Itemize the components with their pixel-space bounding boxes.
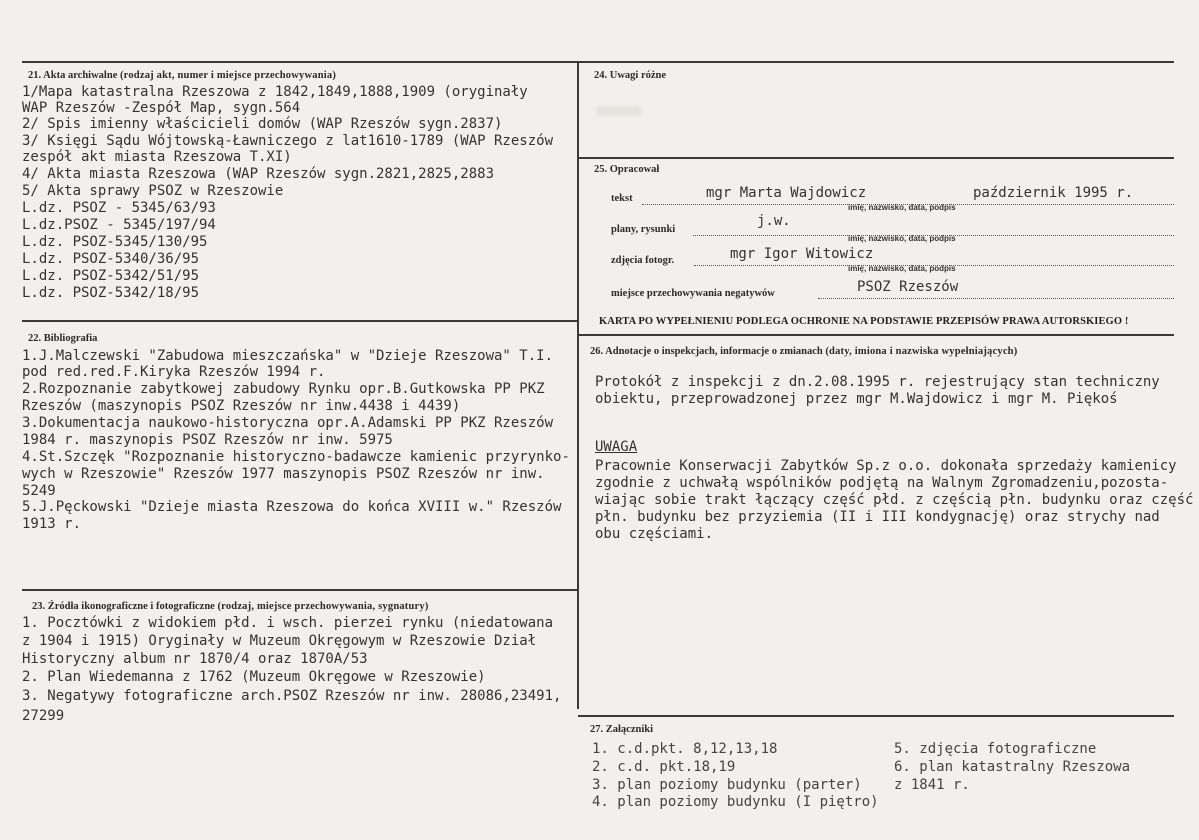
- iconography-line: Historyczny album nr 1870/4 oraz 1870A/53: [22, 651, 368, 667]
- bibliography-line: 5.J.Pęckowski "Dzieje miasta Rzeszowa do końca XVIII w." Rzeszów: [22, 499, 562, 515]
- bibliography-line: 4.St.Szczęk "Rozpoznanie historyczno-badawcze kamienic przyrynko-: [22, 449, 570, 465]
- tekst-date: październik 1995 r.: [973, 185, 1134, 201]
- section-23-subtitle: (rodzaj, miejsce przechowywania, sygnatury): [217, 601, 429, 612]
- divider-26-27: [578, 715, 1174, 717]
- archival-line: L.dz. PSOZ - 5345/63/93: [22, 200, 216, 216]
- zdjecia-value: mgr Igor Witowicz: [730, 246, 874, 262]
- tekst-label: tekst: [611, 193, 633, 204]
- archival-line: L.dz. PSOZ-5340/36/95: [22, 251, 200, 267]
- inspection-line: Protokół z inspekcji z dn.2.08.1995 r. rejestrujący stan techniczny: [595, 374, 1160, 390]
- section-27-number: 27.: [590, 724, 604, 735]
- section-24-title: Uwagi różne: [609, 70, 667, 81]
- attachment-item: 6. plan katastralny Rzeszowa: [894, 759, 1131, 775]
- section-21-title: Akta archiwalne: [43, 70, 118, 81]
- attachment-item: 2. c.d. pkt.18,19: [592, 759, 736, 775]
- uwaga-line: płn. budynku bez przyziemia (II i III kondygnację) oraz strychy nad: [595, 509, 1160, 525]
- bibliography-line: wych w Rzeszowie" Rzeszów 1977 maszynopis PSOZ Rzeszów nr inw.: [22, 466, 545, 482]
- archival-line: 4/ Akta miasta Rzeszowa (WAP Rzeszów sygn.2821,2825,2883: [22, 166, 495, 182]
- section-23-number: 23.: [32, 601, 46, 612]
- archival-line: L.dz. PSOZ-5342/51/95: [22, 268, 200, 284]
- section-23-header: [32, 601, 429, 612]
- section-21-subtitle: (rodzaj akt, numer i miejsce przechowywania): [119, 70, 337, 81]
- redacted-smudge: [596, 106, 642, 116]
- bibliography-line: Rzeszów (maszynopis PSOZ Rzeszów nr inw.4438 i 4439): [22, 398, 461, 414]
- section-26-number: 26.: [590, 346, 604, 357]
- section-21-header: [28, 70, 336, 81]
- bibliography-line: 1.J.Malczewski "Zabudowa mieszczańska" w "Dzieje Rzeszowa" T.I.: [22, 348, 554, 364]
- section-24-number: 24.: [594, 70, 608, 81]
- attachment-item: z 1841 r.: [894, 777, 970, 793]
- archival-line: WAP Rzeszów -Zespół Map, sygn.564: [22, 100, 301, 116]
- archival-line: 5/ Akta sprawy PSOZ w Rzeszowie: [22, 183, 284, 199]
- negatywy-value: PSOZ Rzeszów: [857, 279, 959, 295]
- zdjecia-label: zdjęcia fotogr.: [611, 255, 675, 266]
- archival-line: 1/Mapa katastralna Rzeszowa z 1842,1849,1888,1909 (oryginały: [22, 84, 528, 100]
- uwaga-line: zgodnie z uchwałą wspólników podjętą na Walnym Zgromadzeniu,pozosta-: [595, 475, 1169, 491]
- tekst-hint: imię, nazwisko, data, podpis: [848, 203, 956, 212]
- divider-22-23: [22, 589, 578, 591]
- section-22-number: 22.: [28, 333, 42, 344]
- bibliography-line: 2.Rozpoznanie zabytkowej zabudowy Rynku opr.B.Gutkowska PP PKZ: [22, 381, 545, 397]
- attachment-item: 5. zdjęcia fotograficzne: [894, 741, 1097, 757]
- divider-21-22: [22, 320, 578, 322]
- section-27-header: [590, 724, 653, 735]
- section-22-title: Bibliografia: [43, 333, 98, 344]
- divider-25-26: [578, 334, 1174, 336]
- archival-line: zespół akt miasta Rzeszowa T.XI): [22, 149, 292, 165]
- iconography-line: z 1904 i 1915) Oryginały w Muzeum Okręgowym w Rzeszowie Dział: [22, 633, 537, 649]
- copyright-notice: KARTA PO WYPEŁNIENIU PODLEGA OCHRONIE NA PODSTAWIE PRZEPISÓW PRAWA AUTORSKIEGO !: [599, 316, 1129, 327]
- bibliography-line: 5249: [22, 483, 56, 499]
- section-25-header: [594, 164, 659, 175]
- section-25-title: Opracował: [609, 164, 660, 175]
- archival-line: 3/ Księgi Sądu Wójtowską-Ławniczego z lat1610-1789 (WAP Rzeszów: [22, 133, 554, 149]
- iconography-line: 1. Pocztówki z widokiem płd. i wsch. pierzei rynku (niedatowana: [22, 615, 554, 631]
- section-24-header: [594, 70, 666, 81]
- attachment-item: 4. plan poziomy budynku (I piętro): [592, 794, 879, 810]
- bibliography-line: pod red.red.F.Kiryka Rzeszów 1994 r.: [22, 364, 326, 380]
- section-22-header: [28, 333, 97, 344]
- divider-24-25: [578, 157, 1174, 159]
- attachment-item: 3. plan poziomy budynku (parter): [592, 777, 862, 793]
- iconography-line: 2. Plan Wiedemanna z 1762 (Muzeum Okręgowe w Rzeszowie): [22, 669, 486, 685]
- plany-hint: imię, nazwisko, data, podpis: [848, 234, 956, 243]
- bibliography-line: 3.Dokumentacja naukowo-historyczna opr.A.Adamski PP PKZ Rzeszów: [22, 415, 554, 431]
- plany-value: j.w.: [757, 213, 791, 229]
- uwaga-line: wiając sobie trakt łączący część płd. z częścią płn. budynku oraz część: [595, 492, 1194, 508]
- zdjecia-hint: imię, nazwisko, data, podpis: [848, 264, 956, 273]
- negatywy-label: miejsce przechowywania negatywów: [611, 288, 775, 299]
- top-rule: [22, 61, 1174, 63]
- section-21-number: 21.: [28, 70, 42, 81]
- uwaga-line: obu częściami.: [595, 526, 714, 542]
- bibliography-line: 1984 r. maszynopis PSOZ Rzeszów nr inw. 5975: [22, 432, 393, 448]
- archival-line: L.dz. PSOZ-5342/18/95: [22, 285, 200, 301]
- inspection-line: obiektu, przeprowadzonej przez mgr M.Wajdowicz i mgr M. Piękoś: [595, 391, 1118, 407]
- archival-line: L.dz.PSOZ - 5345/197/94: [22, 217, 216, 233]
- section-26-header: [590, 346, 1017, 357]
- section-25-number: 25.: [594, 164, 608, 175]
- tekst-author: mgr Marta Wajdowicz: [706, 185, 867, 201]
- uwaga-line: Pracownie Konserwacji Zabytków Sp.z o.o. dokonała sprzedaży kamienicy: [595, 458, 1177, 474]
- section-26-title: Adnotacje o inspekcjach, informacje o zmianach: [605, 346, 823, 357]
- plany-label: plany, rysunki: [611, 224, 676, 235]
- bibliography-line: 1913 r.: [22, 516, 82, 532]
- section-23-title: Źródła ikonograficzne i fotograficzne: [47, 601, 215, 612]
- attachment-item: 1. c.d.pkt. 8,12,13,18: [592, 741, 778, 757]
- negatywy-dotted-line: [818, 298, 1174, 299]
- archival-line: 2/ Spis imienny właścicieli domów (WAP Rzeszów sygn.2837): [22, 116, 503, 132]
- iconography-line: 3. Negatywy fotograficzne arch.PSOZ Rzeszów nr inw. 28086,23491,: [22, 688, 562, 704]
- archival-line: L.dz. PSOZ-5345/130/95: [22, 234, 208, 250]
- iconography-line: 27299: [22, 708, 65, 724]
- section-26-subtitle: (daty, imiona i nazwiska wypełniających): [825, 346, 1018, 357]
- uwaga-heading: UWAGA: [595, 439, 638, 455]
- section-27-title: Załączniki: [605, 724, 654, 735]
